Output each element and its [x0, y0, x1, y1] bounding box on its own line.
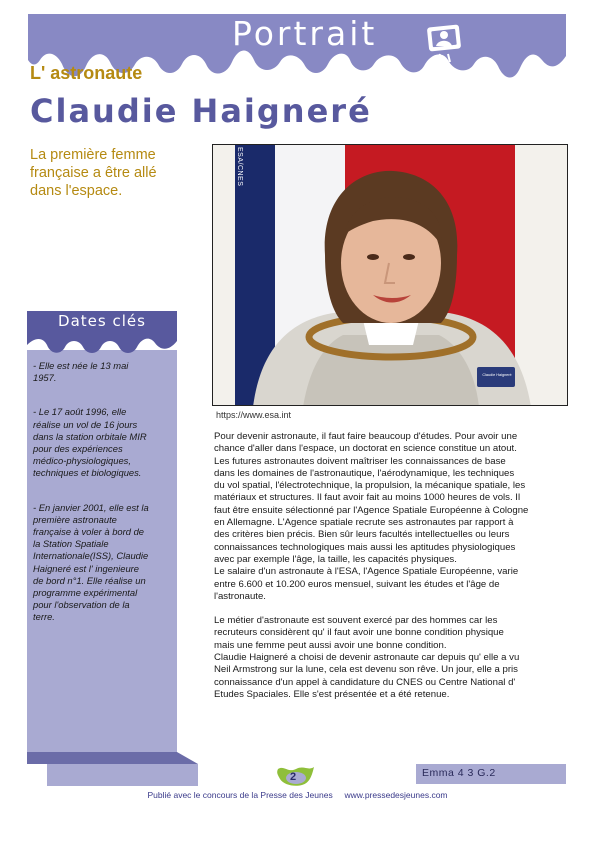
- footer-credit: Publié avec le concours de la Presse des Jeunes www.pressedesjeunes.com: [147, 790, 448, 800]
- key-dates-list: [33, 360, 173, 646]
- article-body: [214, 431, 566, 701]
- list-item: - En janvier 2001, elle est la première astronaute française à voler à bord de la Station Spatiale Internationale(ISS), Claudie Haigneré est l' ingenieure de bord n°1. Elle réalise un programme expérimental pour l'observation de la terre.: [33, 501, 149, 623]
- article-paragraph-1: Pour devenir astronaute, il faut faire beaucoup d'études. Pour avoir une chance d'aller dans l'espace, un doctorat en science constitue un atout. Les futures astronautes doivent maîtriser les connaissances de base dans les domaines de l'astronautique, l'aérodynamique, les techniques du vol spatial, l'électrotechnique, la propulsion, la mécanique spatiale, les matériaux et structures. Il faut avoir fait au moins 1000 heures de vols. Il faut être ensuite sélectionné par l'Agence Spatiale Européenne à Cologne en Allemagne. L'Agence spatiale recrute ses astronautes par rapport à des critères bien précis. Bien sûr leurs facultés intellectuelles ou leurs connaissances technologiques mais aussi les aptitudes physiologiques avec par exemple l'âge, la taille, les capacités physiques. Le salaire d'un astronaute à l'ESA, l'Agence Spatiale Européenne, varie entre 6.600 et 10.200 euros mensuel, suivant les études et l'âge de l'astronaute.: [214, 431, 529, 602]
- astronaut-name-title: Claudie Haigneré: [30, 92, 372, 130]
- subtitle: La première femme française a être allé dans l'espace.: [30, 147, 157, 199]
- photo-credit-vertical: ESA/CNES: [236, 147, 243, 187]
- list-item: - Le 17 août 1996, elle réalise un vol de 16 jours dans la station orbitale MIR pour des expériences médico-physiologiques, techniques et biologiques.: [33, 406, 147, 479]
- astronaut-photo: [212, 144, 568, 406]
- article-paragraph-2: Le métier d'astronaute est souvent exercé par des hommes car les recruteurs considèrent qu' il faut avoir une bonne condition physique mais une femme peut aussi avoir une bonne condition. Claudie Haigneré a choisi de devenir astronaute car depuis qu' elle a vu Neil Armstrong sur la lune, cela est devenu son rêve. Un jour, elle a pris connaissance d'un appel à candidature du CNES ou Centre National d' Etudes Spaciales. Elle s'est présentée et a été retenue.: [214, 615, 520, 700]
- banner-title: Portrait: [232, 14, 378, 53]
- kicker-label: L' astronaute: [30, 63, 143, 83]
- astronaut-portrait-image: [213, 145, 568, 406]
- sidebar-title: Dates clés: [58, 312, 146, 330]
- photo-source-link[interactable]: https://www.esa.int: [216, 410, 292, 420]
- list-item: - Elle est née le 13 mai 1957.: [33, 360, 129, 384]
- issue-label: Emma 4 3 G.2: [422, 767, 496, 779]
- suit-name-badge: Claudie Haigneré: [482, 373, 512, 377]
- sidebar-base-shape: [27, 752, 198, 786]
- page-number: 2: [290, 771, 297, 783]
